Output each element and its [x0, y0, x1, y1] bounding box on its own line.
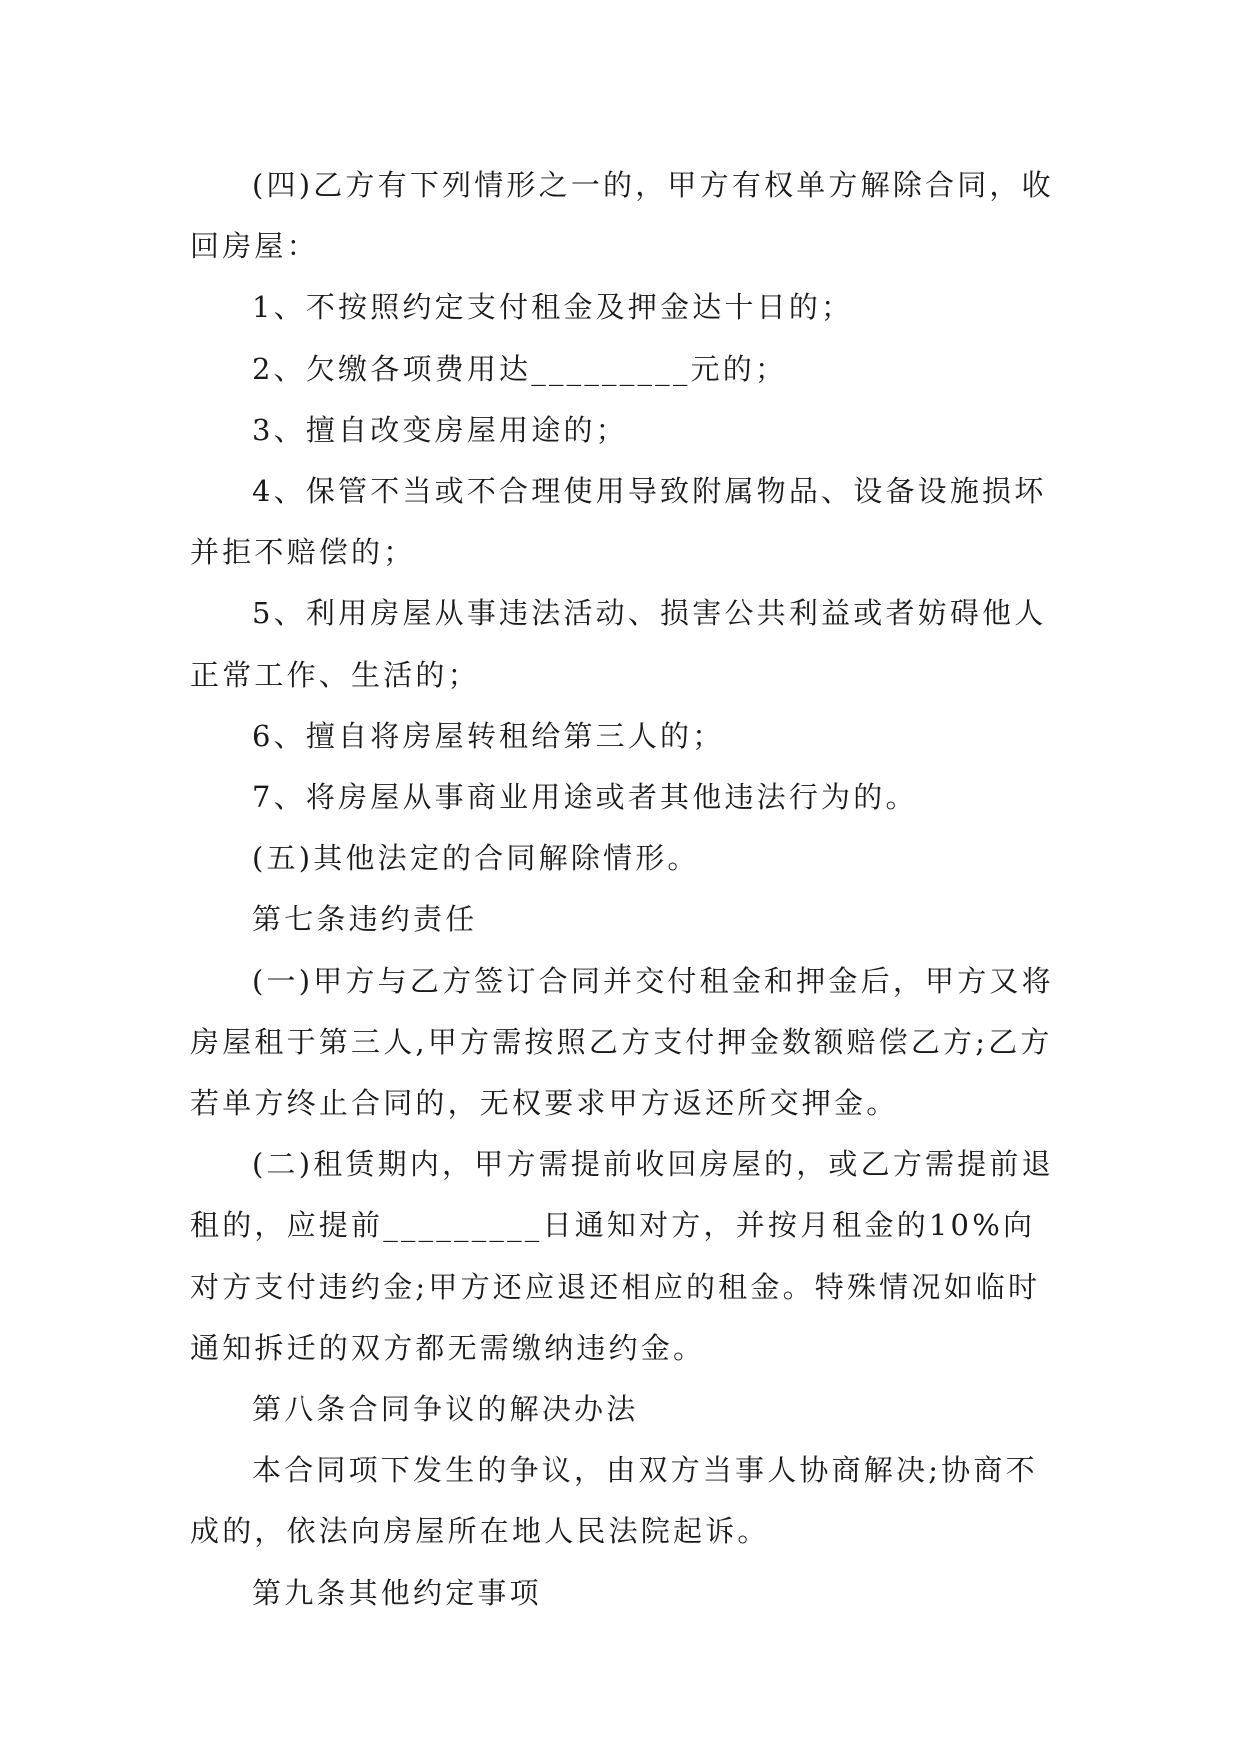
clause-dispute-resolution: 本合同项下发生的争议，由双方当事人协商解决;协商不成的，依法向房屋所在地人民法院起诉。 [190, 1453, 1038, 1549]
clause-early-termination: (二)租赁期内，甲方需提前收回房屋的，或乙方需提前退租的，应提前_________日通知对方，并按月租金的10%向对方支付违约金;甲方还应退还相应的租金。特殊情况如临时通知拆迁的双方都无需缴纳违约金。 [190, 1147, 1054, 1365]
document-body [190, 155, 1060, 1624]
section-heading-article-9: 第九条其他约定事项 [252, 1575, 542, 1610]
clause-termination-by-lessor: (四)乙方有下列情形之一的，甲方有权单方解除合同，收回房屋： [190, 168, 1054, 264]
clause-other-statutory-termination: (五)其他法定的合同解除情形。 [252, 841, 700, 876]
section-heading-article-8: 第八条合同争议的解决办法 [252, 1392, 639, 1427]
list-item: 3、擅自改变房屋用途的； [252, 412, 628, 447]
list-item: 6、擅自将房屋转租给第三人的； [252, 718, 725, 753]
list-item: 2、欠缴各项费用达_________元的； [252, 351, 788, 386]
list-item: 4、保管不当或不合理使用导致附属物品、设备设施损坏并拒不赔偿的； [190, 474, 1047, 570]
list-item: 7、将房屋从事商业用途或者其他违法行为的。 [252, 780, 918, 815]
clause-liability-sublease: (一)甲方与乙方签订合同并交付租金和押金后，甲方又将房屋租于第三人,甲方需按照乙方支付押金数额赔偿乙方;乙方若单方终止合同的，无权要求甲方返还所交押金。 [190, 963, 1054, 1121]
section-heading-article-7: 第七条违约责任 [252, 902, 478, 937]
list-item: 5、利用房屋从事违法活动、损害公共利益或者妨碍他人正常工作、生活的； [190, 596, 1047, 692]
list-item: 1、不按照约定支付租金及押金达十日的； [252, 290, 854, 325]
